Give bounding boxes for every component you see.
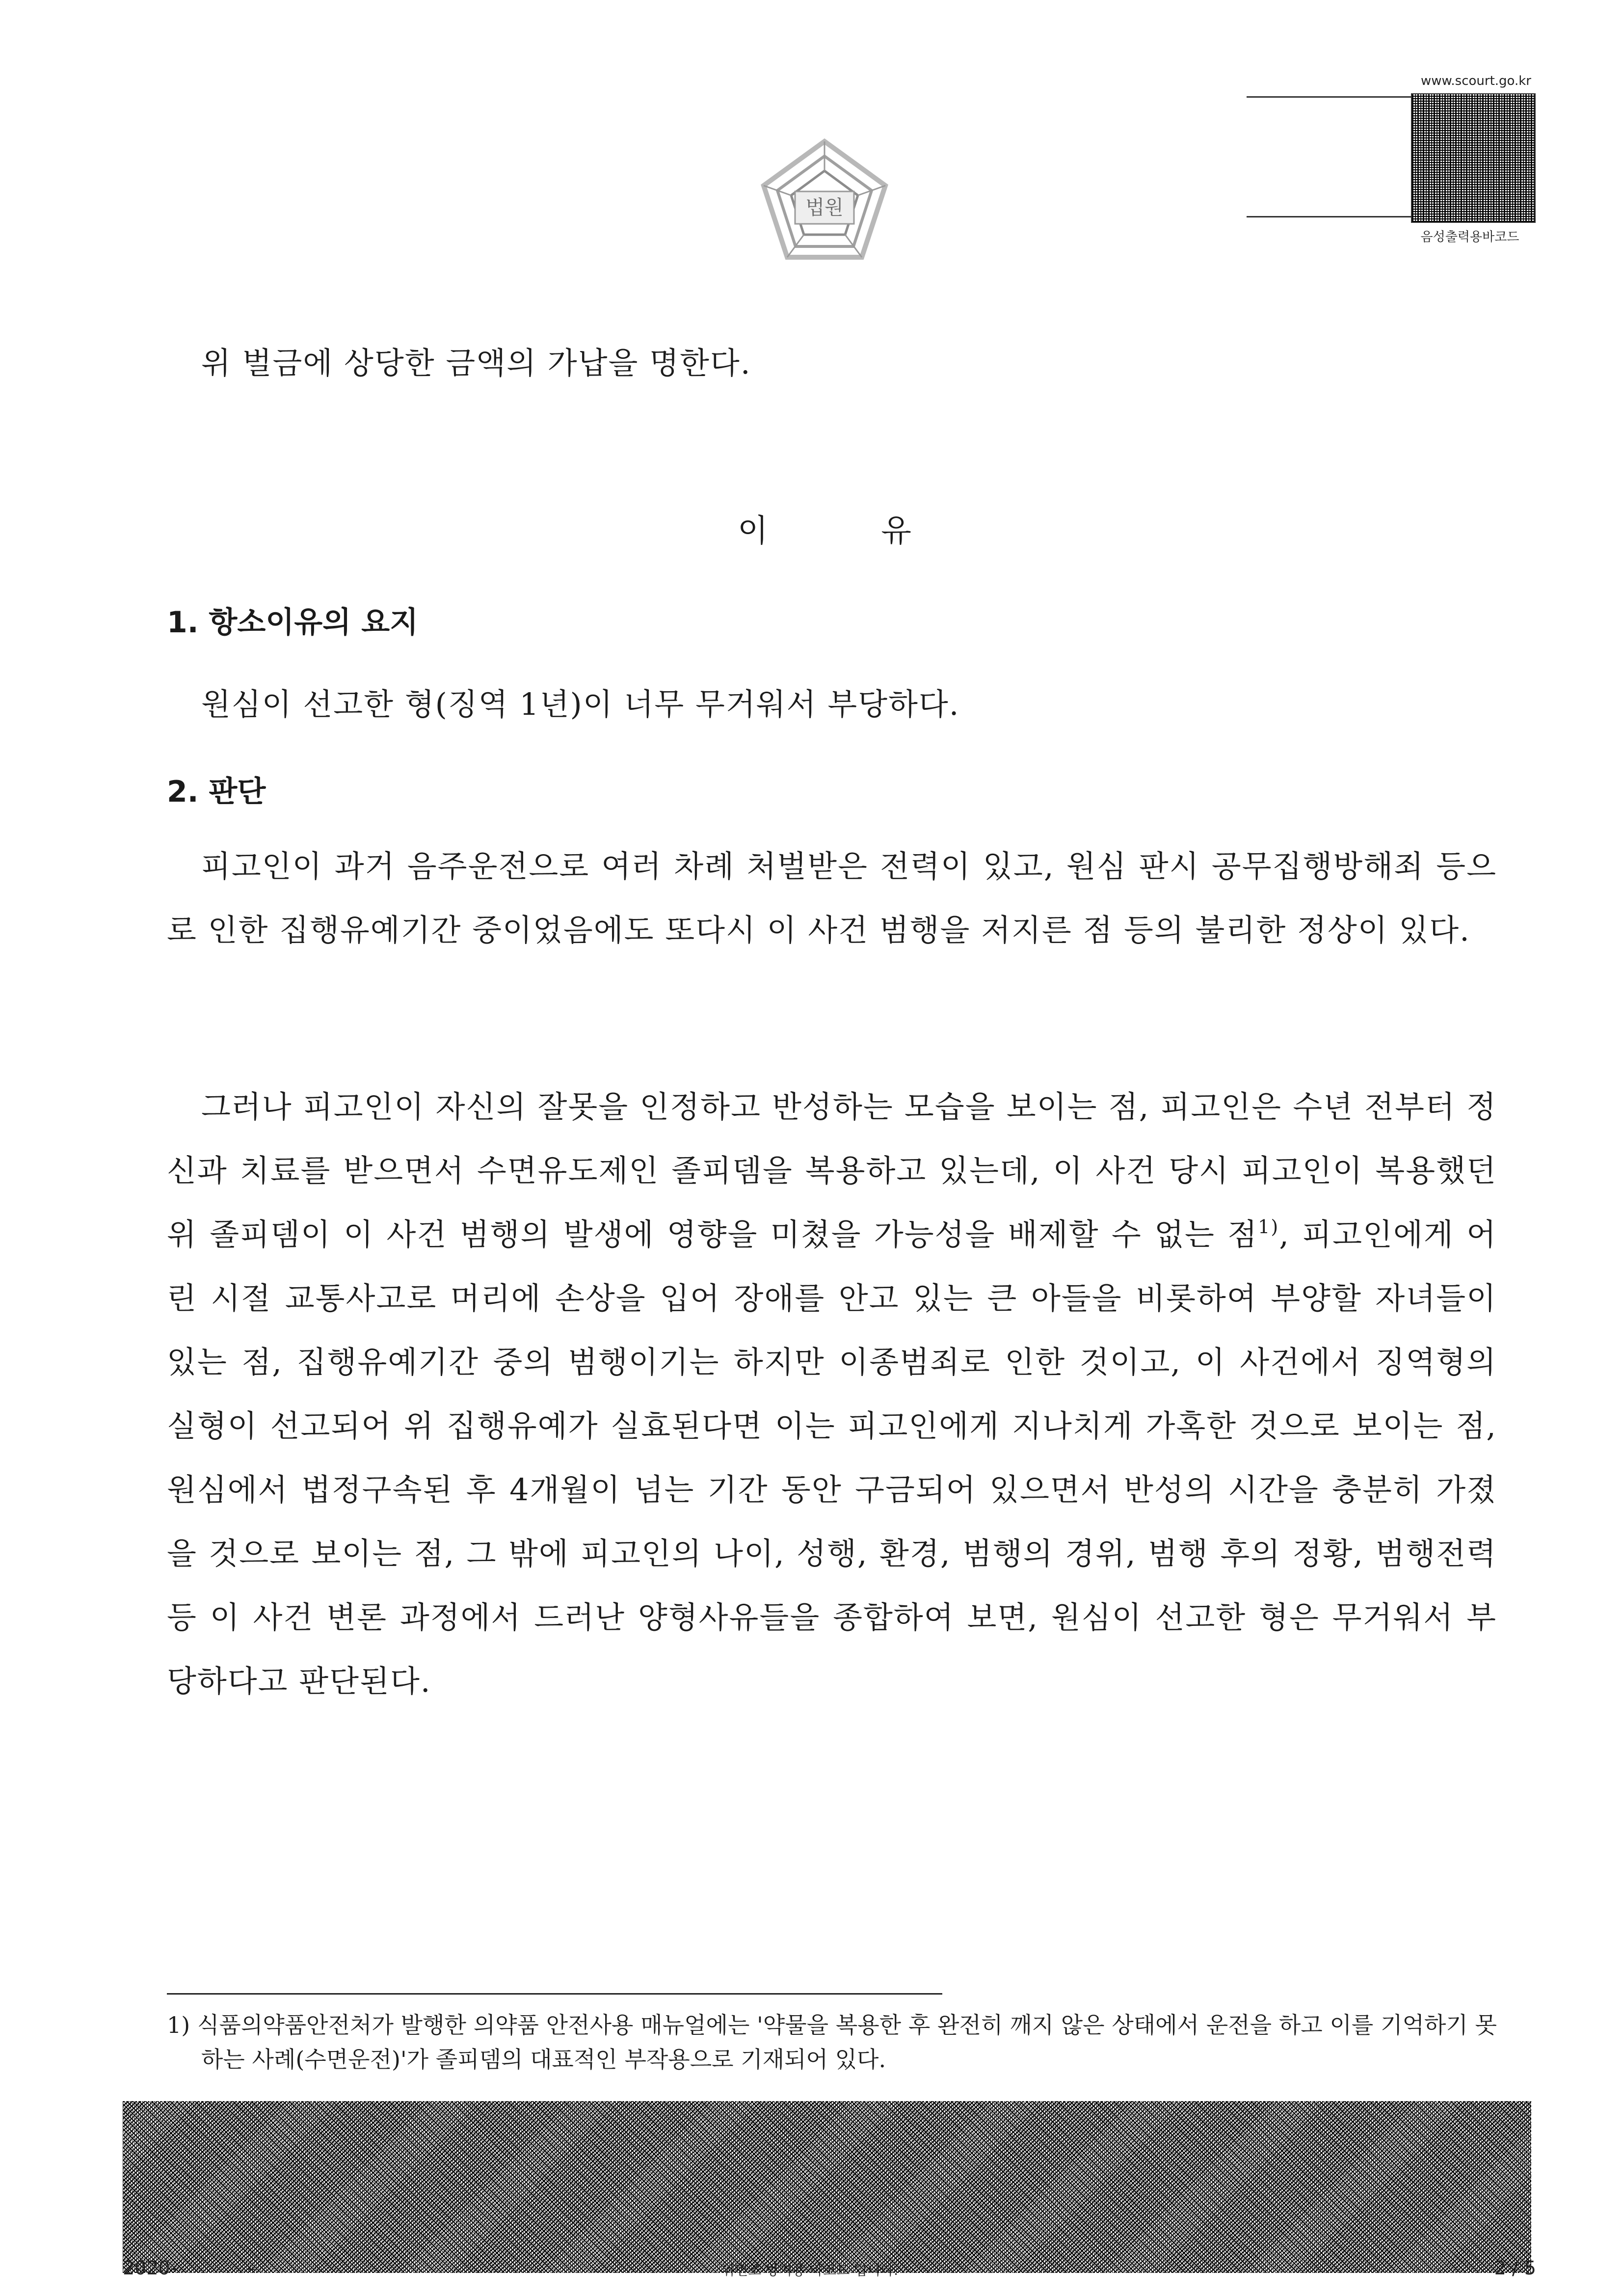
voice-barcode-label: 음성출력용바코드 <box>1420 230 1519 244</box>
site-url: www.scourt.go.kr <box>1420 74 1531 88</box>
section-heading-appeal-grounds: 1. 항소이유의 요지 <box>167 605 419 640</box>
svg-text:법원: 법원 <box>805 196 844 219</box>
unfavorable-circumstances-paragraph: 피고인이 과거 음주운전으로 여러 차례 처벌받은 전력이 있고, 원심 판시 공무집행방해죄 등으로 인한 집행유예기간 중이었음에도 또다시 이 사건 범행을 저지른 점 등의 불리한 정상이 있다. <box>167 848 1497 948</box>
anti-forgery-barcode <box>123 2101 1531 2273</box>
document-number: 2020- - <box>123 2257 255 2279</box>
voice-output-barcode <box>1411 93 1536 223</box>
reason-title: 이 유 <box>738 513 911 549</box>
page-number: 2 / 5 <box>1494 2257 1536 2279</box>
barcode-notice: 위변조 방지용 바코드 입니다. <box>721 2262 899 2278</box>
order-line: 위 벌금에 상당한 금액의 가납을 명한다. <box>201 345 751 381</box>
court-seal-logo <box>751 133 898 280</box>
footnote-reference[interactable]: 1) <box>1258 1216 1279 1238</box>
section-heading-judgment: 2. 판단 <box>167 775 266 809</box>
footnote: 1) 식품의약품안전처가 발행한 의약품 안전사용 매뉴얼에는 '약물을 복용한 후 완전히 깨지 않은 상태에서 운전을 하고 이를 기억하기 못하는 사례(수면운전)'가 졸피뎀의 대표적인 부작용으로 기재되어 있다. <box>167 2012 1497 2073</box>
mitigating-text-part-2: , 피고인에게 어린 시절 교통사고로 머리에 손상을 입어 장애를 안고 있는 큰 아들을 비롯하여 부양할 자녀들이 있는 점, 집행유예기간 중의 범행이기는 하지만 이종범죄로 인한 것이고, 이 사건에서 징역형의 실형이 선고되어 위 집행유예가 실효된다면 이는 피고인에게 지나치게 가혹한 것으로 보이는 점, 원심에서 법정구속된 후 4개월이 넘는 기간 동안 구금되어 있으면서 반성의 시간을 충분히 가졌을 것으로 보이는 점, 그 밖에 피고인의 나이, 성행, 환경, 범행의 경위, 범행 후의 정황, 범행전력 등 이 사건 변론 과정에서 드러난 양형사유들을 종합하여 보면, 원심이 선고한 형은 무거워서 부당하다고 판단된다. <box>167 1216 1497 1699</box>
mitigating-circumstances-paragraph <box>167 1075 1497 1713</box>
mitigating-text-part-1: 그러나 피고인이 자신의 잘못을 인정하고 반성하는 모습을 보이는 점, 피고인은 수년 전부터 정신과 치료를 받으면서 수면유도제인 졸피뎀을 복용하고 있는데, 이 사건 당시 피고인이 복용했던 위 졸피뎀이 이 사건 범행의 발생에 영향을 미쳤을 가능성을 배제할 수 없는 점 <box>167 1089 1497 1252</box>
footnote-divider <box>167 1993 942 1995</box>
appeal-grounds-paragraph: 원심이 선고한 형(징역 1년)이 너무 무거워서 부당하다. <box>201 686 960 722</box>
